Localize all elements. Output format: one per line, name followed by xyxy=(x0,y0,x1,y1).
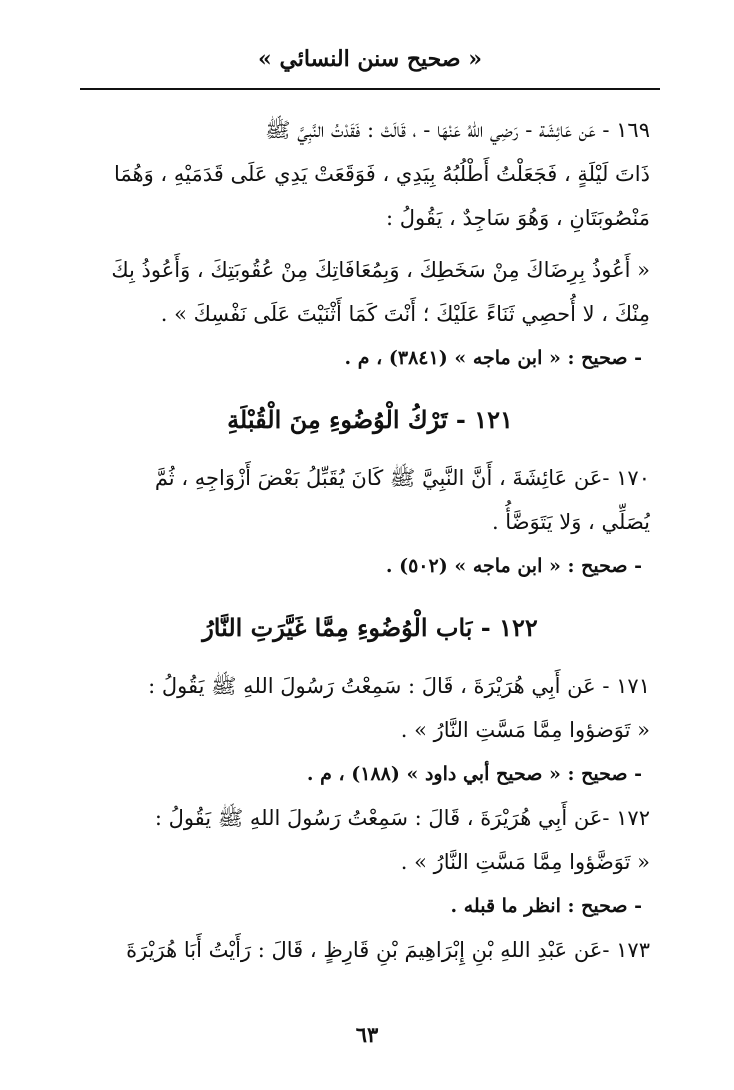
hadith-grade: - صحيح : « ابن ماجه » (٣٨٤١) ، م . xyxy=(344,347,642,369)
hadith-172 xyxy=(90,796,650,928)
header-rule xyxy=(80,88,660,90)
hadith-grade: - صحيح : انظر ما قبله . xyxy=(450,895,642,917)
hadith-line: ذَاتَ لَيْلَةٍ ، فَجَعَلْتُ أَطْلُبُهُ بِيَدِي ، فَوَقَعَتْ يَدِي عَلَى قَدَمَيْهِ ، وَهُمَا xyxy=(113,162,650,186)
hadith-169 xyxy=(90,108,650,380)
hadith-line: « تَوَضؤوا مِمَّا مَسَّتِ النَّارُ » . xyxy=(400,718,650,742)
chapter-heading-121: ١٢١ - تَرْكُ الْوُضُوءِ مِنَ الْقُبْلَةِ xyxy=(227,405,513,434)
hadith-170 xyxy=(90,456,650,588)
hadith-173 xyxy=(90,928,650,972)
running-header: « صحيح سنن النسائي » xyxy=(258,46,482,72)
hadith-line: ١٦٩ - عَن عَائِشَة - رَضِي اللهُ عَنْهَا - ، قَالَتْ : فَقَدْتُ النَّبِيَّ ﷺ xyxy=(265,118,650,142)
hadith-grade: - صحيح : « ابن ماجه » (٥٠٢) . xyxy=(385,555,642,577)
hadith-line: مَنْصُوبَتَانِ ، وَهُوَ سَاجِدٌ ، يَقُولُ : xyxy=(386,206,650,230)
hadith-line: « تَوَضَّؤوا مِمَّا مَسَّتِ النَّارُ » . xyxy=(400,850,650,874)
hadith-line: يُصَلِّي ، وَلا يَتَوَضَّأُ . xyxy=(491,510,650,534)
hadith-line: ١٧٣ -عَن عَبْدِ اللهِ بْنِ إِبْرَاهِيمَ بْنِ قَارِظٍ ، قَالَ : رَأَيْتُ أَبَا هُرَيْرَةَ xyxy=(126,938,650,962)
chapter-heading-122: ١٢٢ - بَاب الْوُضُوءِ مِمَّا غَيَّرَتِ النَّارُ xyxy=(202,613,538,642)
hadith-line: ١٧٠ -عَن عَائِشَةَ ، أَنَّ النَّبِيَّ ﷺ كَانَ يُقَبِّلُ بَعْضَ أَزْوَاجِهِ ، ثُمَّ xyxy=(154,466,650,490)
page-number: ٦٣ xyxy=(355,1022,379,1047)
hadith-quote-line: مِنْكَ ، لا أُحصِي ثَنَاءً عَلَيْكَ ؛ أَنْتَ كَمَا أَثْنَيْتَ عَلَى نَفْسِكَ » . xyxy=(160,302,650,326)
hadith-171 xyxy=(90,664,650,796)
hadith-line: ١٧١ - عَن أَبِي هُرَيْرَةَ ، قَالَ : سَمِعْتُ رَسُولَ اللهِ ﷺ يَقُولُ : xyxy=(148,674,650,698)
hadith-quote-line: « أَعُوذُ بِرِضَاكَ مِنْ سَخَطِكَ ، وَبِمُعَافَاتِكَ مِنْ عُقُوبَتِكَ ، وَأَعُوذُ بِكَ xyxy=(111,258,650,282)
page-body xyxy=(90,108,650,972)
hadith-grade: - صحيح : « صحيح أبي داود » (١٨٨) ، م . xyxy=(306,763,642,785)
hadith-line: ١٧٢ -عَن أَبِي هُرَيْرَةَ ، قَالَ : سَمِعْتُ رَسُولَ اللهِ ﷺ يَقُولُ : xyxy=(154,806,650,830)
